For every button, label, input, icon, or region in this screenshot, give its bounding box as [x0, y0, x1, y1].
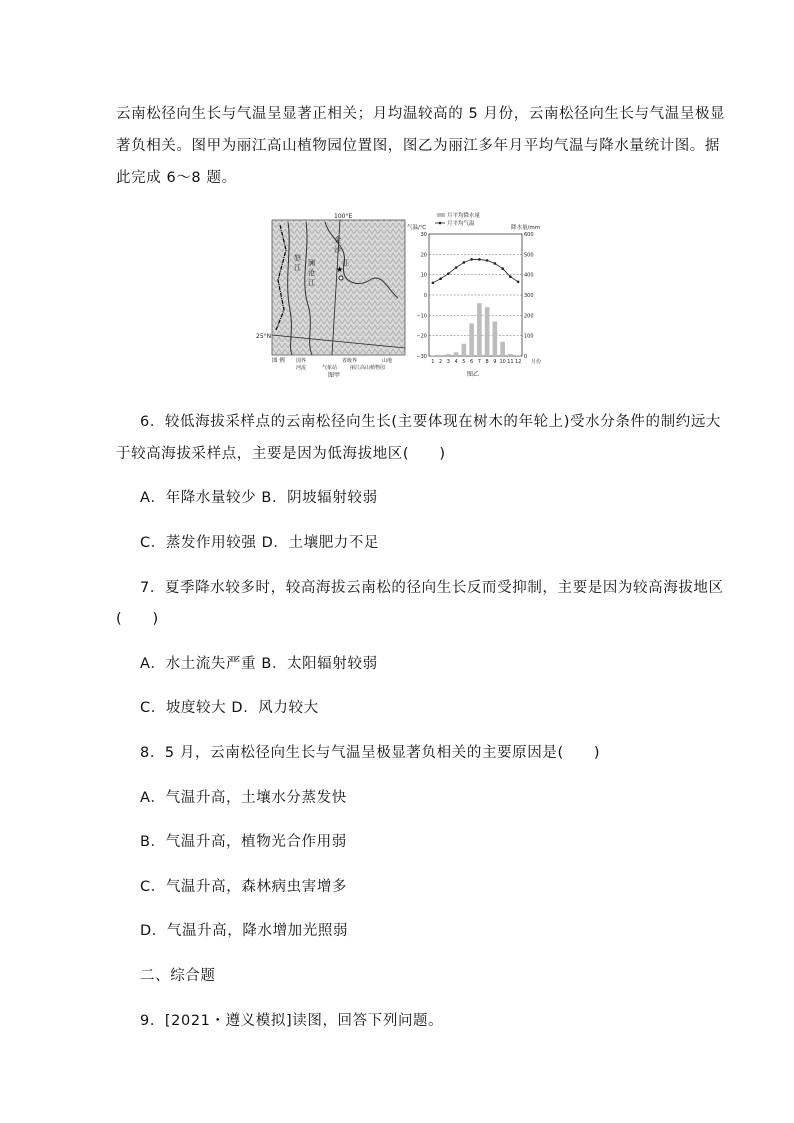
river-char: 江 — [308, 279, 315, 287]
precip-bar — [485, 307, 490, 356]
legend-title: 图 例 — [272, 358, 285, 364]
x-tick-label: 9 — [493, 359, 497, 365]
y-tick-label: 10 — [420, 272, 427, 279]
y-axis-label: 气温/℃ — [407, 225, 427, 231]
temp-point — [432, 282, 435, 285]
chart-caption: 图乙 — [467, 371, 480, 378]
temp-point — [501, 267, 504, 270]
q7-line-1: 7．夏季降水较多时，较高海拔云南松的径向生长反而受抑制，主要是因为较高海拔地区 — [140, 580, 724, 596]
x-tick-label: 6 — [470, 359, 474, 365]
legend-item-station: 气象站 — [322, 365, 338, 371]
q8-option-b[interactable]: B．气温升高，植物光合作用弱 — [140, 834, 347, 850]
temp-point — [517, 280, 520, 283]
q6-option-cd[interactable]: C．蒸发作用较强 D．土壤肥力不足 — [140, 535, 380, 551]
y-tick-label: 0 — [423, 293, 427, 299]
intro-line-3: 此完成 6～8 题。 — [116, 170, 237, 186]
x-tick-label: 11 — [507, 359, 514, 365]
x-tick-label: 12 — [514, 359, 522, 365]
latitude-label: 25°N — [256, 333, 272, 340]
y2-tick-label: 400 — [524, 272, 534, 279]
intro-line-2: 著负相关。图甲为丽江高山植物园位置图，图乙为丽江多年月平均气温与降水量统计图。据 — [116, 138, 720, 154]
legend-precip-label: 月平均降水量 — [447, 213, 481, 219]
garden-star-icon: ★ — [336, 265, 344, 274]
temp-point — [455, 266, 458, 269]
river-char: 沙 — [334, 246, 341, 254]
q8-option-d[interactable]: D．气温升高，降水增加光照弱 — [140, 923, 349, 939]
y-tick-label: −10 — [416, 313, 427, 320]
y-tick-label: −30 — [416, 354, 427, 360]
legend-item-mountain: 山地 — [382, 358, 393, 364]
y2-tick-label: 500 — [524, 252, 534, 259]
figure-block — [256, 210, 545, 380]
weather-station-icon — [339, 276, 343, 280]
x-tick-label: 4 — [454, 359, 458, 365]
y2-tick-label: 0 — [524, 354, 528, 360]
q7-line-2: ( ) — [116, 611, 159, 627]
x-tick-label: 3 — [446, 359, 450, 365]
temp-point — [447, 272, 450, 275]
x-tick-label: 7 — [477, 359, 481, 365]
location-map — [256, 210, 407, 371]
x-tick-label: 1 — [431, 359, 435, 365]
precip-bar — [477, 303, 482, 356]
temp-point — [486, 259, 489, 262]
q8-option-a[interactable]: A．气温升高，土壤水分蒸发快 — [140, 790, 347, 806]
q7-option-ab[interactable]: A．水土流失严重 B．太阳辐射较弱 — [140, 656, 378, 672]
river-char: 江 — [294, 264, 301, 272]
temp-point — [439, 277, 442, 280]
legend-item-river: 河流 — [296, 365, 307, 371]
y2-axis-label: 降水量/mm — [511, 225, 541, 231]
y2-tick-label: 300 — [524, 293, 534, 299]
precip-bar — [493, 321, 498, 356]
y2-tick-label: 600 — [524, 232, 534, 238]
precip-bar — [438, 355, 443, 356]
q9-line: 9．[2021・遵义模拟]读图，回答下列问题。 — [140, 1013, 444, 1029]
x-tick-label: 2 — [439, 359, 443, 365]
temp-point — [463, 261, 466, 264]
q8-option-c[interactable]: C．气温升高，森林病虫害增多 — [140, 879, 348, 895]
y-tick-label: 30 — [420, 232, 427, 238]
river-char: 澜 — [308, 259, 315, 267]
x-tick-label: 10 — [499, 359, 506, 365]
q6-line-1: 6．较低海拔采样点的云南松径向生长(主要体现在树木的年轮上)受水分条件的制约远大 — [140, 414, 722, 430]
map-caption: 图甲 — [328, 372, 341, 379]
temp-point — [509, 275, 512, 278]
y2-tick-label: 200 — [524, 313, 534, 320]
river-char: 金 — [334, 236, 341, 244]
q6-option-ab[interactable]: A．年降水量较少 B．阴坡辐射较弱 — [140, 490, 378, 506]
climate-chart — [407, 210, 545, 380]
river-char: 怒 — [294, 254, 301, 262]
x-tick-label: 5 — [462, 359, 466, 365]
temp-point — [470, 258, 473, 261]
river-char: 沧 — [308, 269, 315, 277]
legend-temp-label: 月平均气温 — [447, 221, 475, 227]
precip-bar — [508, 354, 513, 356]
precip-bar — [469, 323, 474, 356]
x-tick-label: 8 — [485, 359, 489, 365]
legend-item-province: 省级界 — [342, 358, 358, 364]
temp-point — [494, 262, 497, 265]
q6-line-2: 于较高海拔采样点，主要是因为低海拔地区( ) — [116, 446, 446, 462]
y2-tick-label: 100 — [524, 333, 534, 340]
legend-item-border: 国界 — [296, 358, 307, 364]
q7-option-cd[interactable]: C．坡度较大 D．风力较大 — [140, 700, 319, 716]
longitude-label: 100°E — [334, 213, 353, 220]
precip-bar — [500, 342, 505, 356]
precip-bar — [454, 352, 459, 356]
y-tick-label: 20 — [420, 252, 427, 259]
legend-precip-swatch — [437, 213, 445, 217]
q8-line-1: 8．5 月，云南松径向生长与气温呈极显著负相关的主要原因是( ) — [140, 745, 601, 761]
precip-bar — [462, 344, 467, 356]
section-heading: 二、综合题 — [140, 968, 216, 984]
x-axis-label: 月份 — [531, 359, 542, 365]
river-char: 江 — [342, 259, 349, 267]
precip-bar — [446, 354, 451, 356]
legend-item-garden: 丽江高山植物园 — [350, 365, 386, 371]
intro-line-1: 云南松径向生长与气温呈显著正相关；月均温较高的 5 月份，云南松径向生长与气温呈极显 — [116, 106, 726, 122]
y-tick-label: −20 — [416, 333, 427, 340]
temp-line — [433, 259, 518, 282]
legend-temp-marker — [439, 222, 442, 225]
temp-point — [478, 258, 481, 261]
